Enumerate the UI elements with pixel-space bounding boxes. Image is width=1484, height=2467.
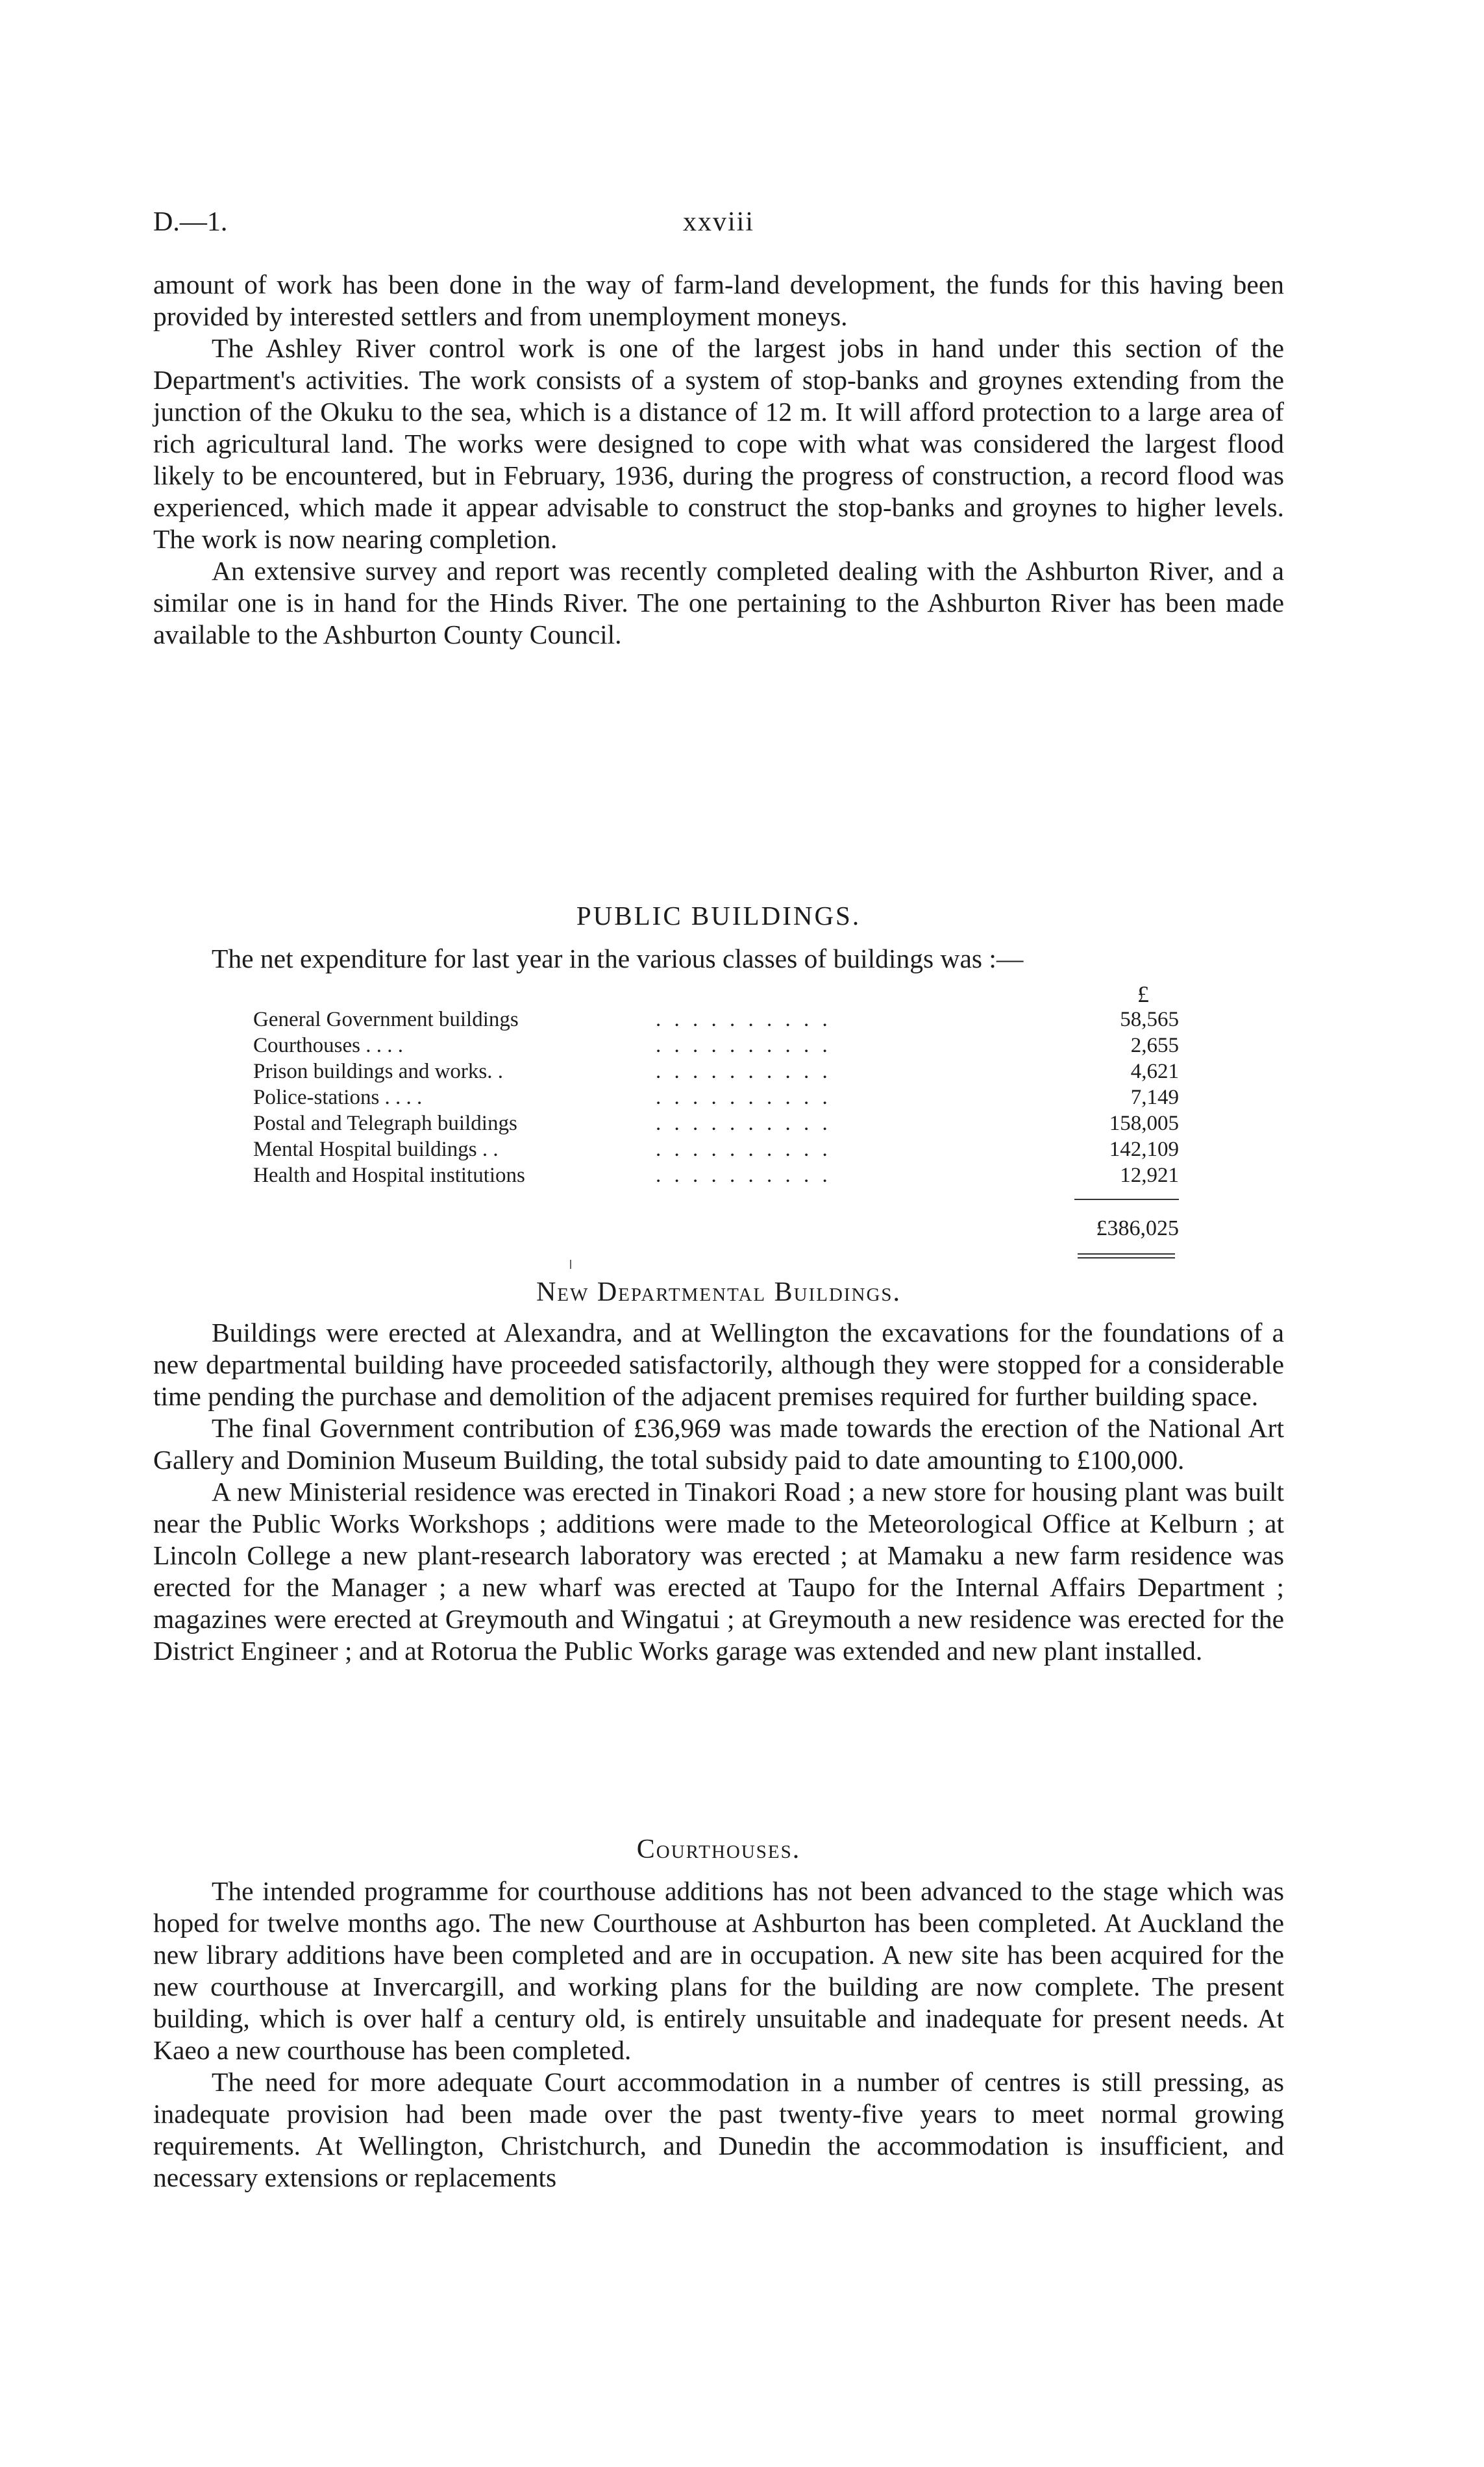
leader-dots: . . . . . . . . . .: [656, 1008, 832, 1031]
leader-dots: . . . . . . . . . .: [656, 1138, 832, 1161]
table-row: [253, 1136, 1179, 1162]
row-value: 7,149: [1130, 1086, 1179, 1109]
heading-courthouses: Courthouses.: [636, 1835, 801, 1864]
expenditure-total: £386,025: [1096, 1216, 1179, 1240]
row-value: 12,921: [1120, 1164, 1179, 1187]
table-row: [253, 1110, 1179, 1136]
courthouses-section: [153, 1875, 1284, 2194]
leader-dots: . . . . . . . . . .: [656, 1060, 832, 1083]
paragraph-art-gallery: The final Government contribution of £36,969 was made towards the erection of the National Art Gallery and Dominion Museum Building, the total subsidy paid to date amounting to £100,000.: [153, 1413, 1284, 1475]
row-value: 2,655: [1130, 1034, 1179, 1057]
row-label: Prison buildings and works. .: [253, 1060, 504, 1083]
leader-dots: . . . . . . . . . .: [656, 1112, 832, 1135]
row-value: 142,109: [1109, 1138, 1179, 1161]
intro-section: [153, 269, 1284, 651]
row-value: 158,005: [1109, 1112, 1179, 1135]
paragraph-ministerial-residence: A new Ministerial residence was erected in Tinakori Road ; a new store for housing plant was built near the Public Works Workshops ; additions were made to the Meteorological Office at Kelburn ; at Lincoln College a new plant-research laboratory was erected ; at Mamaku a new farm residence was erected for the Manager ; a new wharf was erected at Taupo for the Internal Affairs Department ; magazines were erected at Greymouth and Wingatui ; at Greymouth a new residence was erected for the District Engineer ; and at Rotorua the Public Works garage was extended and new plant installed.: [153, 1477, 1284, 1666]
expenditure-table: [253, 1007, 1179, 1188]
total-rule: [1074, 1199, 1179, 1200]
leader-dots: . . . . . . . . . .: [656, 1034, 832, 1057]
row-label: Police-stations . . . .: [253, 1086, 423, 1109]
leader-dots: . . . . . . . . . .: [656, 1086, 832, 1109]
row-label: Postal and Telegraph buildings: [253, 1112, 517, 1135]
paragraph-continued: amount of work has been done in the way of farm-land development, the funds for this having been provided by interested settlers and from unemployment moneys.: [153, 269, 1284, 331]
leader-dots: . . . . . . . . . .: [656, 1164, 832, 1187]
row-label: Mental Hospital buildings . .: [253, 1138, 499, 1161]
row-label: Health and Hospital institutions: [253, 1164, 525, 1187]
paragraph-ashley-river: The Ashley River control work is one of the largest jobs in hand under this section of the Department's activities. The work consists of a system of stop-banks and groynes extending from the junction of the Okuku to the sea, which is a distance of 12 m. It will afford protection to a large area of rich agricultural land. The works were designed to cope with what was considered the largest flood likely to be encountered, but in February, 1936, during the progress of construction, a record flood was experienced, which made it appear advisable to construct the stop-banks and groynes to higher levels. The work is now nearing completion.: [153, 333, 1284, 554]
paragraph-court-accommodation: The need for more adequate Court accommodation in a number of centres is still pressing, as inadequate provision had been made over the past twenty-five years to meet normal growing requirements. At Wellington, Christchurch, and Dunedin the accommodation is insufficient, and necessary extensions or replacements: [153, 2067, 1284, 2192]
heading-public-buildings: PUBLIC BUILDINGS.: [576, 901, 861, 931]
row-value: 4,621: [1130, 1060, 1179, 1083]
paragraph-alexandra-wellington: Buildings were erected at Alexandra, and at Wellington the excavations for the foundations of a new departmental building have proceeded satisfactorily, although they were stopped for a considerable time pending the purchase and demolition of the adjacent premises required for further building space.: [153, 1318, 1284, 1411]
page-header: [153, 207, 1284, 245]
currency-symbol: £: [1137, 981, 1149, 1007]
print-mark: [570, 1260, 571, 1269]
table-row: [253, 1058, 1179, 1084]
paragraph-ashburton-survey: An extensive survey and report was recently completed dealing with the Ashburton River, and a similar one is in hand for the Hinds River. The one pertaining to the Ashburton River has been made available to the Ashburton County Council.: [153, 556, 1284, 649]
row-value: 58,565: [1120, 1008, 1179, 1031]
row-label: Courthouses . . . .: [253, 1034, 403, 1057]
paragraph-courthouse-programme: The intended programme for courthouse additions has not been advanced to the stage which was hoped for twelve months ago. The new Courthouse at Ashburton has been completed. At Auckland the new library additions have been completed and are in occupation. A new site has been acquired for the new courthouse at Invercargill, and working plans for the building are now complete. The present building, which is over half a century old, is entirely unsuitable and inadequate for present needs. At Kaeo a new courthouse has been completed.: [153, 1876, 1284, 2065]
page-number: xxviii: [682, 207, 754, 237]
table-row: [253, 1007, 1179, 1033]
table-row: [253, 1033, 1179, 1058]
new-departmental-section: [153, 1317, 1284, 1667]
table-row: [253, 1084, 1179, 1110]
expenditure-intro: The net expenditure for last year in the various classes of buildings was :—: [212, 944, 1024, 973]
double-rule-top: [1078, 1253, 1175, 1255]
heading-new-departmental-buildings: New Departmental Buildings.: [536, 1277, 902, 1307]
page-reference: D.—1.: [153, 207, 228, 237]
double-rule-bottom: [1078, 1257, 1175, 1259]
row-label: General Government buildings: [253, 1008, 519, 1031]
table-row: [253, 1162, 1179, 1188]
